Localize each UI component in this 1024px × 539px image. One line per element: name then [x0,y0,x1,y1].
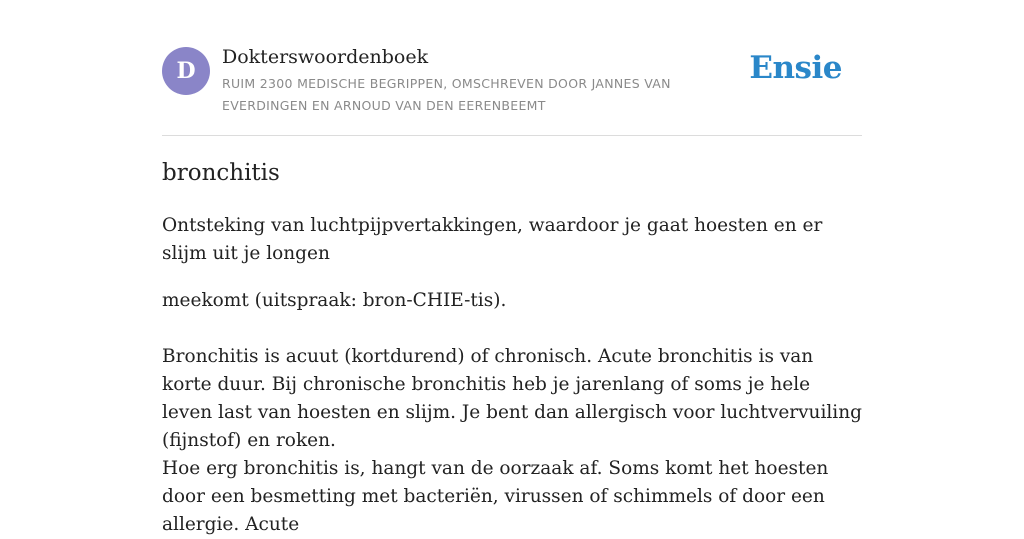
entry-paragraph: Bronchitis is acuut (kortdurend) of chronisch. Acute bronchitis is van korte duur. Bij chronische bronchitis heb je jarenlang of soms je hele leven last van hoesten en slijm. Je bent dan allergisch voor luchtvervuiling (fijnstof) en roken. [162,346,862,451]
entry-paragraph: Ontsteking van luchtpijpvertakkingen, waardoor je gaat hoesten en er slijm uit je longen [162,215,823,264]
page-container [162,0,862,535]
dictionary-avatar[interactable]: D [162,47,210,95]
ensie-logo-link[interactable]: Ensie [749,50,842,86]
entry-paragraph: Hoe erg bronchitis is, hangt van de oorzaak af. Soms komt het hoesten door een besmetting met bacteriën, virussen of schimmels of door een allergie. Acute [162,458,829,535]
entry-paragraph: meekomt (uitspraak: bron-CHIE-tis). [162,290,507,311]
dictionary-name-link[interactable]: Dokterswoordenboek [222,46,429,68]
dictionary-header [162,0,862,136]
dictionary-description: RUIM 2300 MEDISCHE BEGRIPPEN, OMSCHREVEN DOOR JANNES VAN EVERDINGEN EN ARNOUD VAN DEN EERENBEEMT [222,76,671,113]
entry-term: bronchitis [162,160,280,186]
